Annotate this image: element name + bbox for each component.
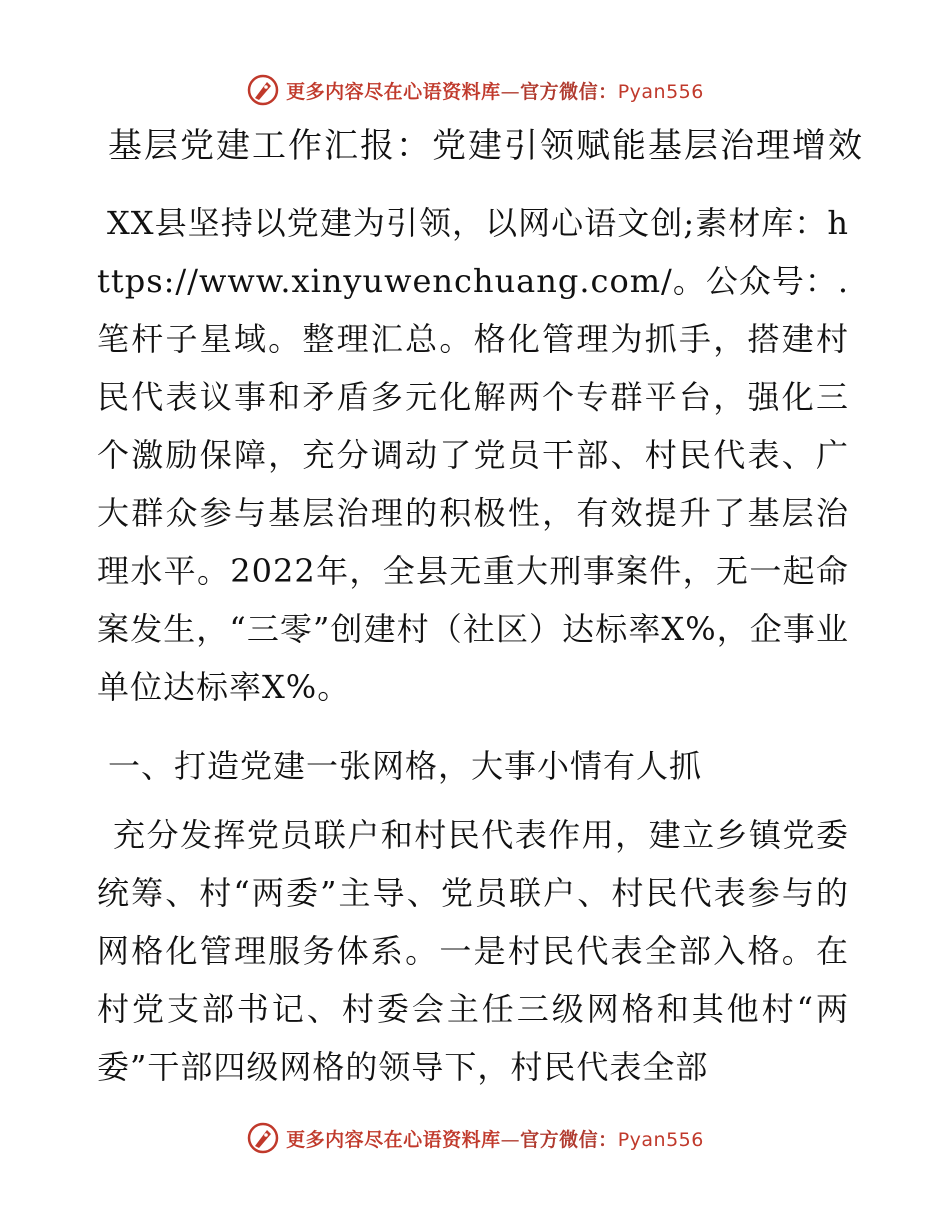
pen-nib-logo-icon: [246, 1121, 280, 1155]
header-banner: [0, 70, 950, 110]
section-heading: 一、打造党建一张网格，大事小情有人抓: [108, 747, 703, 785]
banner-main-text: 更多内容尽在心语资料库: [286, 1128, 501, 1151]
banner-wechat-id: Pyan556: [617, 80, 704, 103]
banner-separator: —: [500, 80, 521, 103]
footer-banner: [0, 1118, 950, 1158]
banner-separator: —: [500, 1128, 521, 1151]
banner-text: [286, 1125, 704, 1152]
intro-paragraph: XX县坚持以党建为引领，以网心语文创;素材库：https://www.xinyuwenchuang.com/。公众号：.笔杆子星域。整理汇总。格化管理为抓手，搭建村民代表议事和矛盾多元化解两个专群平台，强化三个激励保障，充分调动了党员干部、村民代表、广大群众参与基层治理的积极性，有效提升了基层治理水平。2022年，全县无重大刑事案件，无一起命案发生，“三零”创建村（社区）达标率X%，企事业单位达标率X%。: [97, 204, 850, 706]
banner-wechat-label: 官方微信：: [520, 1128, 618, 1151]
banner-wechat-id: Pyan556: [617, 1128, 704, 1151]
banner-wechat-label: 官方微信：: [520, 80, 618, 103]
document-title: 基层党建工作汇报：党建引领赋能基层治理增效: [108, 126, 864, 166]
banner-text: [286, 77, 704, 104]
banner-main-text: 更多内容尽在心语资料库: [286, 80, 501, 103]
pen-nib-logo-icon: [246, 73, 280, 107]
section-body-paragraph: 充分发挥党员联户和村民代表作用，建立乡镇党委统筹、村“两委”主导、党员联户、村民代表参与的网格化管理服务体系。一是村民代表全部入格。在村党支部书记、村委会主任三级网格和其他村“两委”干部四级网格的领导下，村民代表全部: [97, 816, 849, 1086]
